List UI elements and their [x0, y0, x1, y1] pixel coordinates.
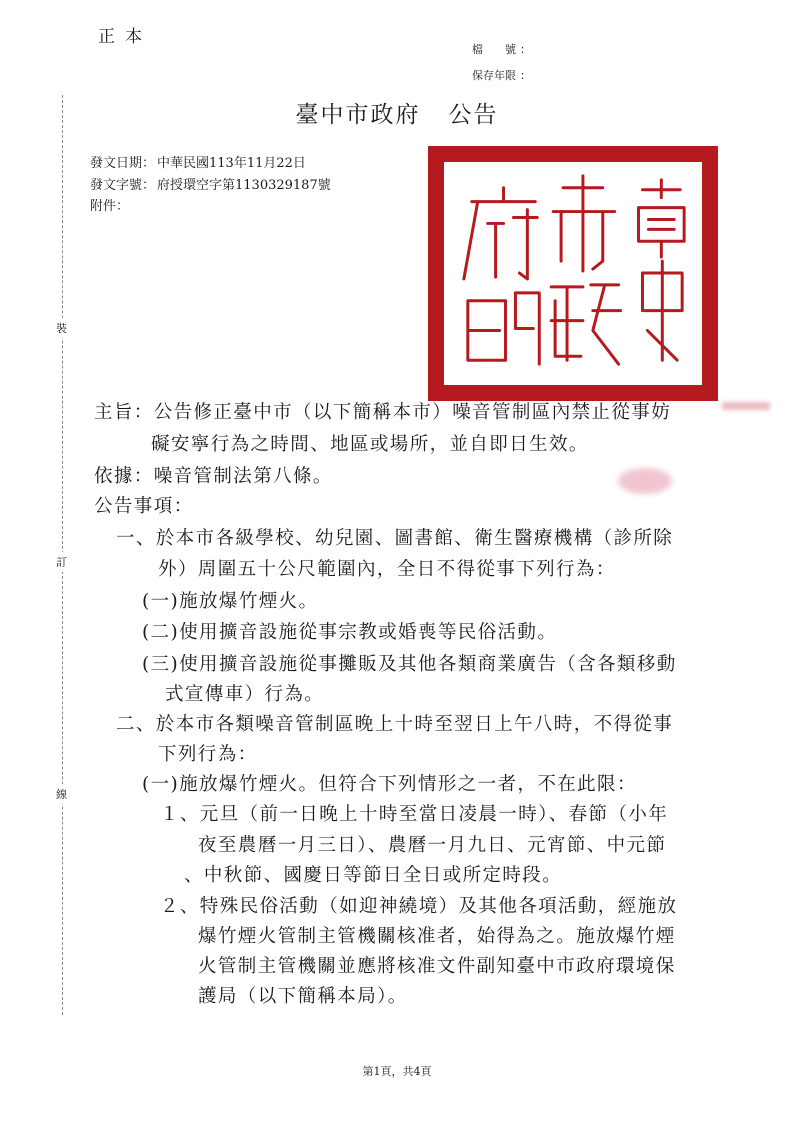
retention-period-label: 保存年限: [472, 69, 516, 82]
item-2-point-2-line-1: ２、特殊民俗活動（如迎神繞境）及其他各項活動，經施放: [160, 896, 678, 917]
seal-ink-smudge: [722, 402, 770, 410]
retention-period-field: [472, 67, 531, 83]
reference-number-field: [90, 174, 331, 193]
retention-period-colon: ：: [520, 69, 531, 82]
issue-date-label: 發文日期：: [90, 156, 156, 171]
item-2-line-2: 下列行為：: [158, 744, 258, 765]
subject-line-1: 主旨：公告修正臺中市（以下簡稱本市）噪音管制區內禁止從事妨: [94, 402, 672, 423]
item-2-point-1-line-1: １、元旦（前一日晚上十時至當日凌晨一時）、春節（小年: [160, 804, 669, 825]
item-1-sub-3-line-2: 式宣傳車）行為。: [165, 684, 325, 705]
issue-date-field: [90, 152, 306, 171]
attachment-label: 附件：: [90, 199, 130, 214]
binding-mark-xian: 線: [56, 784, 67, 804]
reference-number-label: 發文字號：: [90, 178, 156, 193]
item-1-line-1: 一、於本市各級學校、幼兒園、圖書館、衛生醫療機構（診所除: [116, 528, 674, 549]
reference-number-value: 府授環空字第1130329187號: [157, 178, 331, 193]
file-number-field: [472, 41, 531, 57]
items-heading: 公告事項：: [94, 496, 194, 517]
item-2-point-1-line-2: 夜至農曆一月三日）、農曆一月九日、元宵節、中元節: [198, 835, 667, 856]
file-number-colon: ：: [520, 43, 531, 56]
attachment-field: [90, 195, 129, 214]
binding-mark-ding: 訂: [56, 552, 67, 572]
item-1-sub-1: (一)施放爆竹煙火。: [142, 591, 319, 612]
item-2-point-2-line-4: 護局（以下簡稱本局）。: [198, 986, 408, 1007]
item-2-line-1: 二、於本市各類噪音管制區晚上十時至翌日上午八時，不得從事: [116, 714, 674, 735]
item-2-point-2-line-2: 爆竹煙火管制主管機關核准者，始得為之。施放爆竹煙: [198, 926, 676, 947]
copy-mark: 正本: [98, 27, 152, 47]
basis-line: 依據：噪音管制法第八條。: [94, 466, 333, 487]
ink-blot: [618, 468, 672, 494]
file-number-label: 檔 號: [472, 43, 516, 56]
item-2-point-2-line-3: 火管制主管機關並應將核准文件副知臺中市政府環境保: [198, 956, 676, 977]
item-2-point-1-line-3: 、中秋節、國慶日等節日全日或所定時段。: [184, 865, 563, 886]
seal-inner-field: [442, 160, 704, 387]
subject-line-2: 礙安寧行為之時間、地區或場所，並自即日生效。: [151, 434, 589, 455]
item-1-sub-3-line-1: (三)使用擴音設施從事攤販及其他各類商業廣告（含各類移動: [142, 654, 677, 675]
official-seal: [428, 146, 718, 401]
item-1-sub-2: (二)使用擴音設施從事宗教或婚喪等民俗活動。: [142, 622, 558, 643]
document-type: 公告: [448, 102, 499, 128]
issuer-name: 臺中市政府: [295, 102, 421, 128]
seal-glyph-strokes: [444, 162, 702, 385]
binding-mark-zhuang: 裝: [56, 318, 67, 338]
page-title: [0, 96, 794, 129]
item-1-line-2: 外）周圍五十公尺範圍內，全日不得從事下列行為：: [158, 559, 616, 580]
issue-date-value: 中華民國113年11月22日: [157, 156, 306, 171]
item-2-sub-1: (一)施放爆竹煙火。但符合下列情形之一者，不在此限：: [142, 774, 637, 795]
page-number: 第1頁，共4頁: [362, 1065, 432, 1078]
